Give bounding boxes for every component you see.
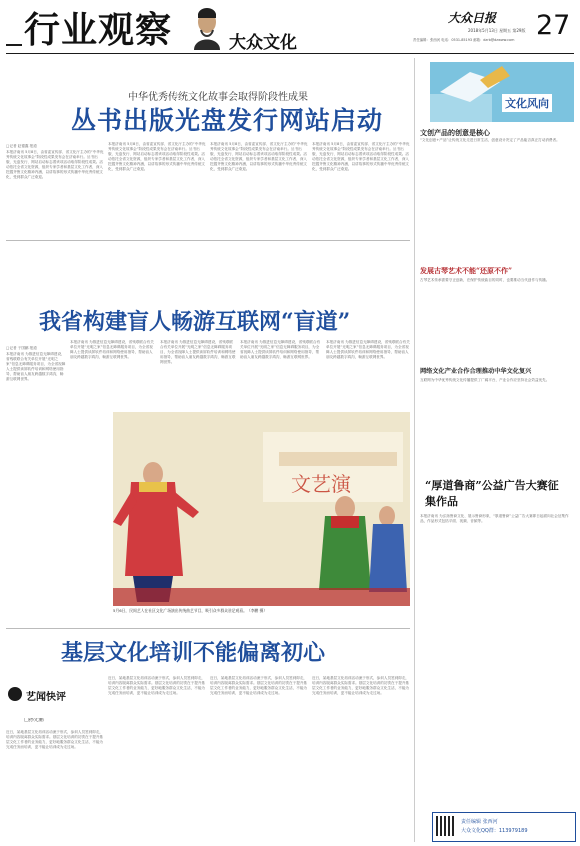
story3-body-col-3: 近日，某地基层文化培训活动流于形式，参训人员签到即走，培训内容脱离群众实际需求。基层文化培训的初衷在于提升基层文化工作者的业务能力，更好地服务群众文化生活，不能为完成任务而培训，更不能让培训成为走过场。 [210, 676, 308, 695]
sidebar-item-3-title: 网络文化产业合作合理推动中华文化复兴 [420, 368, 532, 375]
section-subtitle: 大众文化 [229, 33, 297, 53]
story1-kicker: 中华优秀传统文化故事会取得阶段性成果 [128, 92, 308, 103]
masthead-underline [6, 53, 574, 54]
sidebar-item-1-text: “文化创意+产品”让传统文化走进日常生活，创意设计决定了产品能否真正打动消费者。 [420, 138, 560, 142]
footer-editor: 责任编辑 张西河 [461, 819, 498, 825]
sidebar-item-1-title: 文创产品的创意是核心 [420, 128, 490, 137]
story2-body-col-1: 本报济南讯 为推进信息无障碍建设，省残联联合有关单位开展“光明之家”信息无障碍服务项目，为全省视障人士提供读屏软件培训和网络使用指导，帮助盲人朋友跨越数字鸿沟，畅游互联网世界。 [6, 352, 66, 381]
masthead-rule-left [6, 44, 22, 46]
performance-photo [113, 412, 410, 606]
sidebar-item-2-text: 古琴艺术传承需要守正创新，在保护传统曲目的同时，也要推动当代创作与传播。 [420, 278, 550, 282]
svg-text:文艺演: 文艺演 [291, 472, 351, 496]
commentary-badge [8, 683, 84, 705]
photo-caption: 5月6日，民间艺人在社区文化广场演出传统曲艺节目，吸引众多群众驻足观看。（李鹏 摄） [113, 608, 268, 613]
story1-headline: 丛书出版光盘发行网站启动 [71, 106, 384, 135]
story1-body-col-4: 本报济南讯 5月8日，由省委宣传部、省文化厅主办的“中华优秀传统文化故事会”阶段性成果发布会在济南举行。丛书出版、光盘发行、网站启动标志着该项活动取得阶段性成果。活动依托全省文化资源，组织专家学者和基层文化工作者，深入挖掘齐鲁文化精神内涵，以讲故事的形式传播中华优秀传统文化，受到群众广泛欢迎。 [312, 142, 410, 171]
page-number: 27 [536, 10, 571, 41]
badge-tag-icon [8, 687, 22, 701]
story2-headline: 我省构建盲人畅游互联网“盲道” [39, 309, 351, 335]
story3-body-col-2: 近日，某地基层文化培训活动流于形式，参训人员签到即走，培训内容脱离群众实际需求。基层文化培训的初衷在于提升基层文化工作者的业务能力，更好地服务群众文化生活，不能为完成任务而培训，更不能让培训成为走过场。 [108, 676, 206, 695]
story1-rule [6, 240, 410, 241]
footer-qr-icon [436, 816, 456, 836]
story3-byline: □孙先鹏 [24, 718, 44, 723]
story3-body-col-1: 近日，某地基层文化培训活动流于形式，参训人员签到即走，培训内容脱离群众实际需求。基层文化培训的初衷在于提升基层文化工作者的业务能力，更好地服务群众文化生活，不能为完成任务而培训，更不能让培训成为走过场。 [6, 730, 104, 749]
story1-body-col-2: 本报济南讯 5月8日，由省委宣传部、省文化厅主办的“中华优秀传统文化故事会”阶段性成果发布会在济南举行。丛书出版、光盘发行、网站启动标志着该项活动取得阶段性成果。活动依托全省文化资源，组织专家学者和基层文化工作者，深入挖掘齐鲁文化精神内涵，以讲故事的形式传播中华优秀传统文化，受到群众广泛欢迎。 [108, 142, 206, 171]
story2-rule [6, 628, 410, 629]
badge-label: 艺闻快评 [26, 692, 66, 703]
sidebar-header-label: 文化风向 [502, 94, 552, 112]
story3-headline: 基层文化培训不能偏离初心 [61, 641, 326, 666]
story2-body-col-2: 本报济南讯 为推进信息无障碍建设，省残联联合有关单位开展“光明之家”信息无障碍服务项目，为全省视障人士提供读屏软件培训和网络使用指导，帮助盲人朋友跨越数字鸿沟，畅游互联网世界。 [70, 340, 154, 359]
story2-body-col-4: 本报济南讯 为推进信息无障碍建设，省残联联合有关单位开展“光明之家”信息无障碍服务项目，为全省视障人士提供读屏软件培训和网络使用指导，帮助盲人朋友跨越数字鸿沟，畅游互联网世界。 [240, 340, 321, 359]
editor-line: 责任编辑：张西河 电话：0531-85193 邮箱：dzrb@dzwww.com [413, 38, 515, 42]
story2-body-col-5: 本报济南讯 为推进信息无障碍建设，省残联联合有关单位开展“光明之家”信息无障碍服务项目，为全省视障人士提供读屏软件培训和网络使用指导，帮助盲人朋友跨越数字鸿沟，畅游互联网世界。 [326, 340, 410, 359]
notice-title: “厚道鲁商”公益广告大赛征集作品 [425, 479, 559, 508]
masthead-portrait-icon [188, 6, 226, 50]
sidebar-header-graphic [430, 62, 574, 122]
story1-body-col-1: 本报济南讯 5月8日，由省委宣传部、省文化厅主办的“中华优秀传统文化故事会”阶段性成果发布会在济南举行。丛书出版、光盘发行、网站启动标志着该项活动取得阶段性成果。活动依托全省文化资源，组织专家学者和基层文化工作者，深入挖掘齐鲁文化精神内涵，以讲故事的形式传播中华优秀传统文化，受到群众广泛欢迎。 [6, 150, 104, 179]
notice-text: 本报济南讯 为弘扬鲁商文化、展示鲁商形象，“厚道鲁商”公益广告大赛即日起面向社会征集作品，作品形式包括平面、视频、音频等。 [420, 514, 569, 523]
date-line: 2018年5月13日 星期五 第29版 [468, 28, 526, 33]
sidebar-divider [414, 58, 415, 842]
footer-bar [432, 812, 576, 842]
footer-qq: 大众文化QQ群：113979189 [461, 828, 528, 834]
section-title: 行业观察 [24, 9, 173, 51]
sidebar-item-3-text: 互联网为中华优秀传统文化传播提供了广阔平台，产业合作应坚持社会效益优先。 [420, 378, 550, 382]
story2-body-col-3: 本报济南讯 为推进信息无障碍建设，省残联联合有关单位开展“光明之家”信息无障碍服务项目，为全省视障人士提供读屏软件培训和网络使用指导，帮助盲人朋友跨越数字鸿沟，畅游互联网世界。 [160, 340, 236, 364]
story3-body-col-4: 近日，某地基层文化培训活动流于形式，参训人员签到即走，培训内容脱离群众实际需求。基层文化培训的初衷在于提升基层文化工作者的业务能力，更好地服务群众文化生活，不能为完成任务而培训，更不能让培训成为走过场。 [312, 676, 410, 695]
sidebar-item-2-title: 发展古琴艺术不能“还原不作” [420, 266, 513, 275]
story2-byline: □记者 于国鹏 报道 [6, 346, 37, 350]
story1-body-col-3: 本报济南讯 5月8日，由省委宣传部、省文化厅主办的“中华优秀传统文化故事会”阶段性成果发布会在济南举行。丛书出版、光盘发行、网站启动标志着该项活动取得阶段性成果。活动依托全省文化资源，组织专家学者和基层文化工作者，深入挖掘齐鲁文化精神内涵，以讲故事的形式传播中华优秀传统文化，受到群众广泛欢迎。 [210, 142, 308, 171]
story1-byline: □记者 赵德鑫 报道 [6, 144, 37, 148]
newspaper-logo: 大众日报 [448, 11, 497, 25]
